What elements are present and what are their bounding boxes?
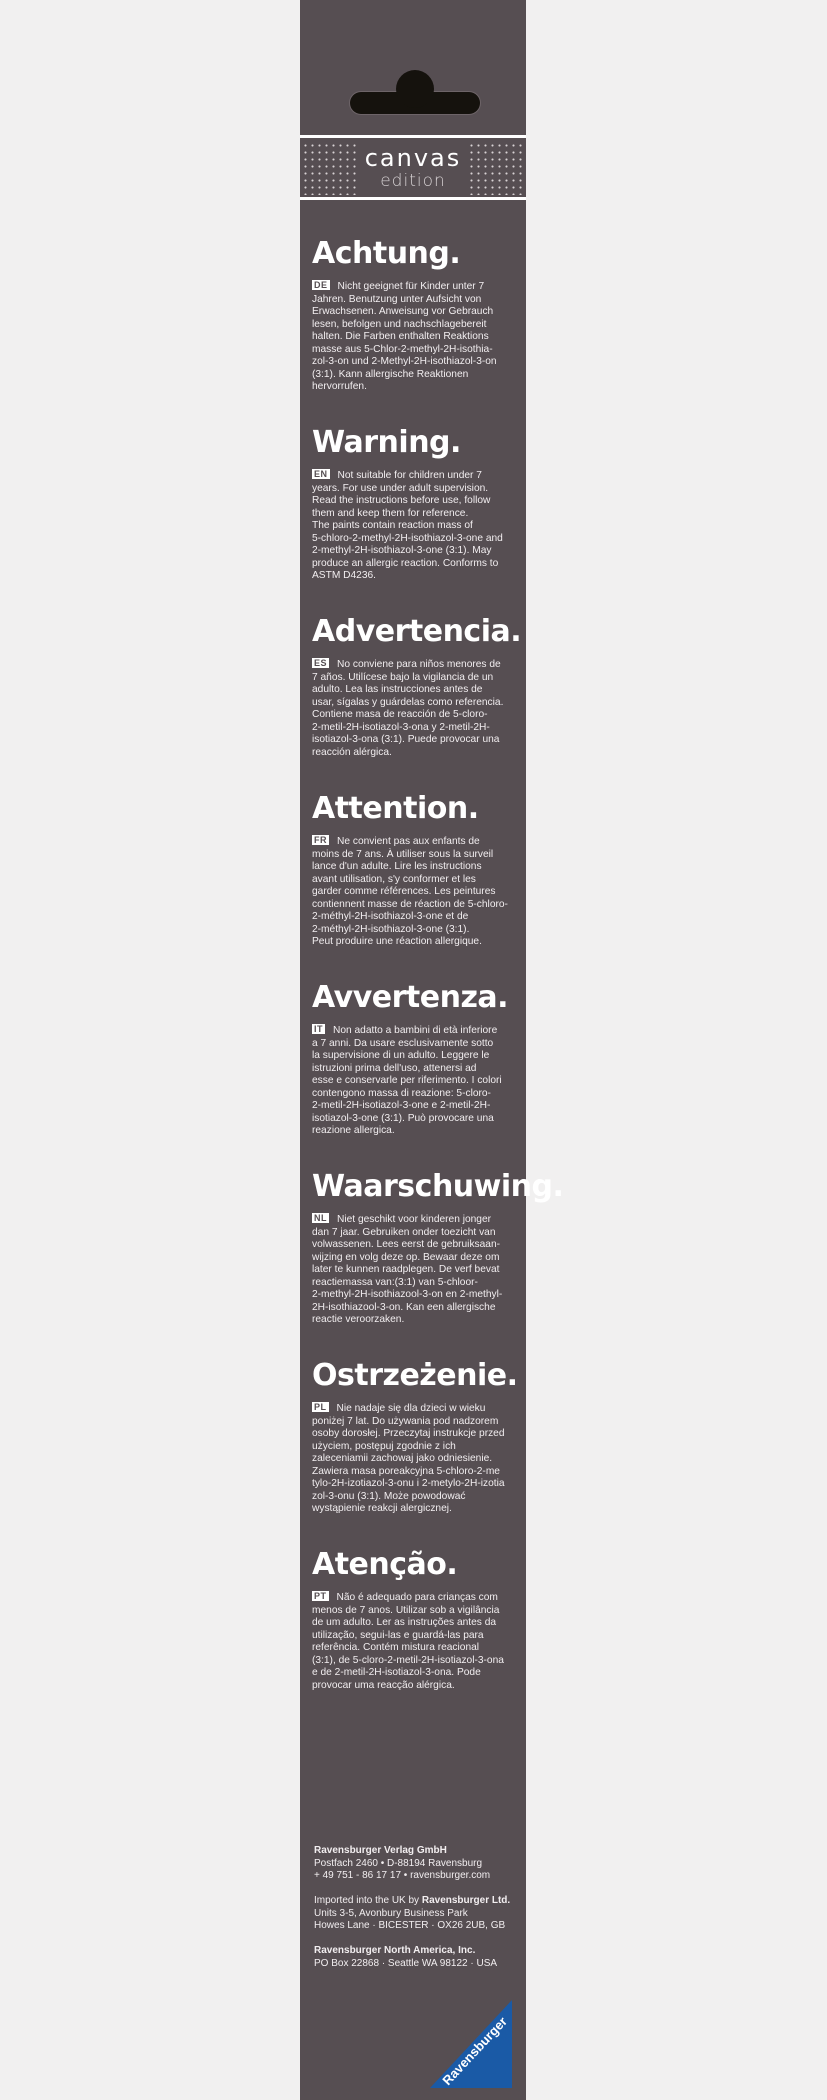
warning-title: Atenção. — [312, 1547, 458, 1582]
warning-title: Ostrzeżenie. — [312, 1358, 518, 1393]
address-line: PO Box 22868 · Seattle WA 98122 · USA — [314, 1957, 498, 1969]
warning-text: No conviene para niños menores de 7 años. Utilícese bajo la vigilancia de un adulto. Lea las instrucciones antes de usar, sígalas y guárdelas como referencia. Contiene masa de reacción de 5-cloro- 2-metil-2H-isotiazol-3-ona y 2-metil-2H- isotiazol-3-ona (3:1). Puede provocar una reacción alérgica. — [312, 659, 504, 758]
company-name: Ravensburger Ltd. — [421, 1895, 511, 1906]
address-line: Howes Lane · BICESTER · OX26 2UB, GB — [314, 1920, 506, 1931]
logo-text: Ravensburger — [439, 2013, 511, 2089]
address-line: + 49 751 - 86 17 17 • ravensburger.com — [314, 1870, 491, 1881]
warning-title: Advertencia. — [312, 614, 522, 649]
address-line: Units 3-5, Avonbury Business Park — [314, 1907, 468, 1919]
warning-text: Não é adequado para crianças com menos de 7 anos. Utilizar sob a vigilância de um adulto. Ler as instruções antes da utilização, segui-las e guardá-las para referência. Contém mistura reacional (3:1), de 5-cloro-2-metil-2H-isotiazol-3-ona e de 2-metil-2H-isotiazol-3-ona. Pode provocar uma reacção alérgica. — [312, 1592, 504, 1691]
language-code: ES — [314, 658, 328, 668]
warning-title: Attention. — [312, 791, 479, 826]
language-code: FR — [314, 835, 327, 845]
ravensburger-logo — [300, 0, 564, 2100]
brand-name: canvas — [364, 144, 462, 172]
warning-text: Ne convient pas aux enfants de moins de 7 ans. À utiliser sous la surveil lance d'un adulte. Lire les instructions avant utilisation, s'y conformer et les garder comme références. Les peintures contiennent masse de réaction de 5-chloro- 2-méthyl-2H-isothiazol-3-one et de 2-méthyl-2H-isothiazol-3-one (3:1). Peut produire une réaction allergique. — [312, 836, 508, 947]
warning-text: Nie nadaje się dla dzieci w wieku poniżej 7 lat. Do używania pod nadzorem osoby dorosłej. Przeczytaj instrukcje przed użyciem, postępuj zgodnie z ich zaleceniamii zachowaj jako odniesienie. Zawiera masa poreakcyjna 5-chloro-2-me tylo-2H-izotiazol-3-onu i 2-metylo-2H-izotia zol-3-onu (3:1). Może powodować wystąpienie reakcji alergicznej. — [312, 1403, 505, 1514]
warning-text: Nicht geeignet für Kinder unter 7 Jahren. Benutzung unter Aufsicht von Erwachsenen. Anweisung vor Gebrauch lesen, befolgen und nachschlagebereit halten. Die Farben enthalten Reaktions masse aus 5-Chlor-2-methyl-2H-isothia- zol-3-on und 2-Methyl-2H-isothiazol-3-on (3:1). Kann allergische Reaktionen hervorrufen. — [312, 281, 497, 392]
warning-text: Non adatto a bambini di età inferiore a 7 anni. Da usare esclusivamente sotto la supervisione di un adulto. Leggere le istruzioni prima dell'uso, attenersi ad esse e conservarle per riferimento. I colori contengono massa di reazione: 5-cloro- 2-metil-2H-isotiazol-3-one e 2-metil-2H- isotiazol-3-one (3:1). Può provocare una reazione allergica. — [312, 1025, 502, 1136]
address-line: Postfach 2460 • D-88194 Ravensburg — [314, 1857, 483, 1869]
brand-subtitle: edition — [380, 171, 446, 191]
language-code: DE — [314, 280, 328, 290]
warning-title: Warning. — [312, 425, 461, 460]
company-name: Ravensburger North America, Inc. — [314, 1945, 476, 1956]
warning-title: Avvertenza. — [312, 980, 509, 1015]
language-code: EN — [314, 469, 328, 479]
warning-title: Waarschuwing. — [312, 1169, 564, 1204]
language-code: NL — [314, 1213, 327, 1223]
company-name: Ravensburger Verlag GmbH — [314, 1845, 447, 1856]
warning-text: Not suitable for children under 7 years. For use under adult supervision. Read the instructions before use, follow them and keep them for reference. The paints contain reaction mass of 5-chloro-2-methyl-2H-isothiazol-3-one and 2-methyl-2H-isothiazol-3-one (3:1). May produce an allergic reaction. Conforms to ASTM D4236. — [312, 470, 503, 581]
warning-text: Niet geschikt voor kinderen jonger dan 7 jaar. Gebruiken onder toezicht van volwassenen. Lees eerst de gebruiksaan- wijzing en volg deze op. Bewaar deze om later te kunnen raadplegen. De verf bevat reactiemassa van:(3:1) van 5-chloor- 2-methyl-2H-isothiazool-3-on en 2-methyl- 2H-isothiazool-3-on. Kan een allergische reactie veroorzaken. — [312, 1214, 503, 1325]
language-code: PL — [314, 1402, 327, 1412]
product-panel — [300, 0, 564, 2100]
language-code: PT — [314, 1591, 327, 1601]
warning-title: Achtung. — [312, 236, 461, 271]
language-code: IT — [314, 1024, 323, 1034]
import-note: Imported into the UK by — [314, 1895, 422, 1906]
